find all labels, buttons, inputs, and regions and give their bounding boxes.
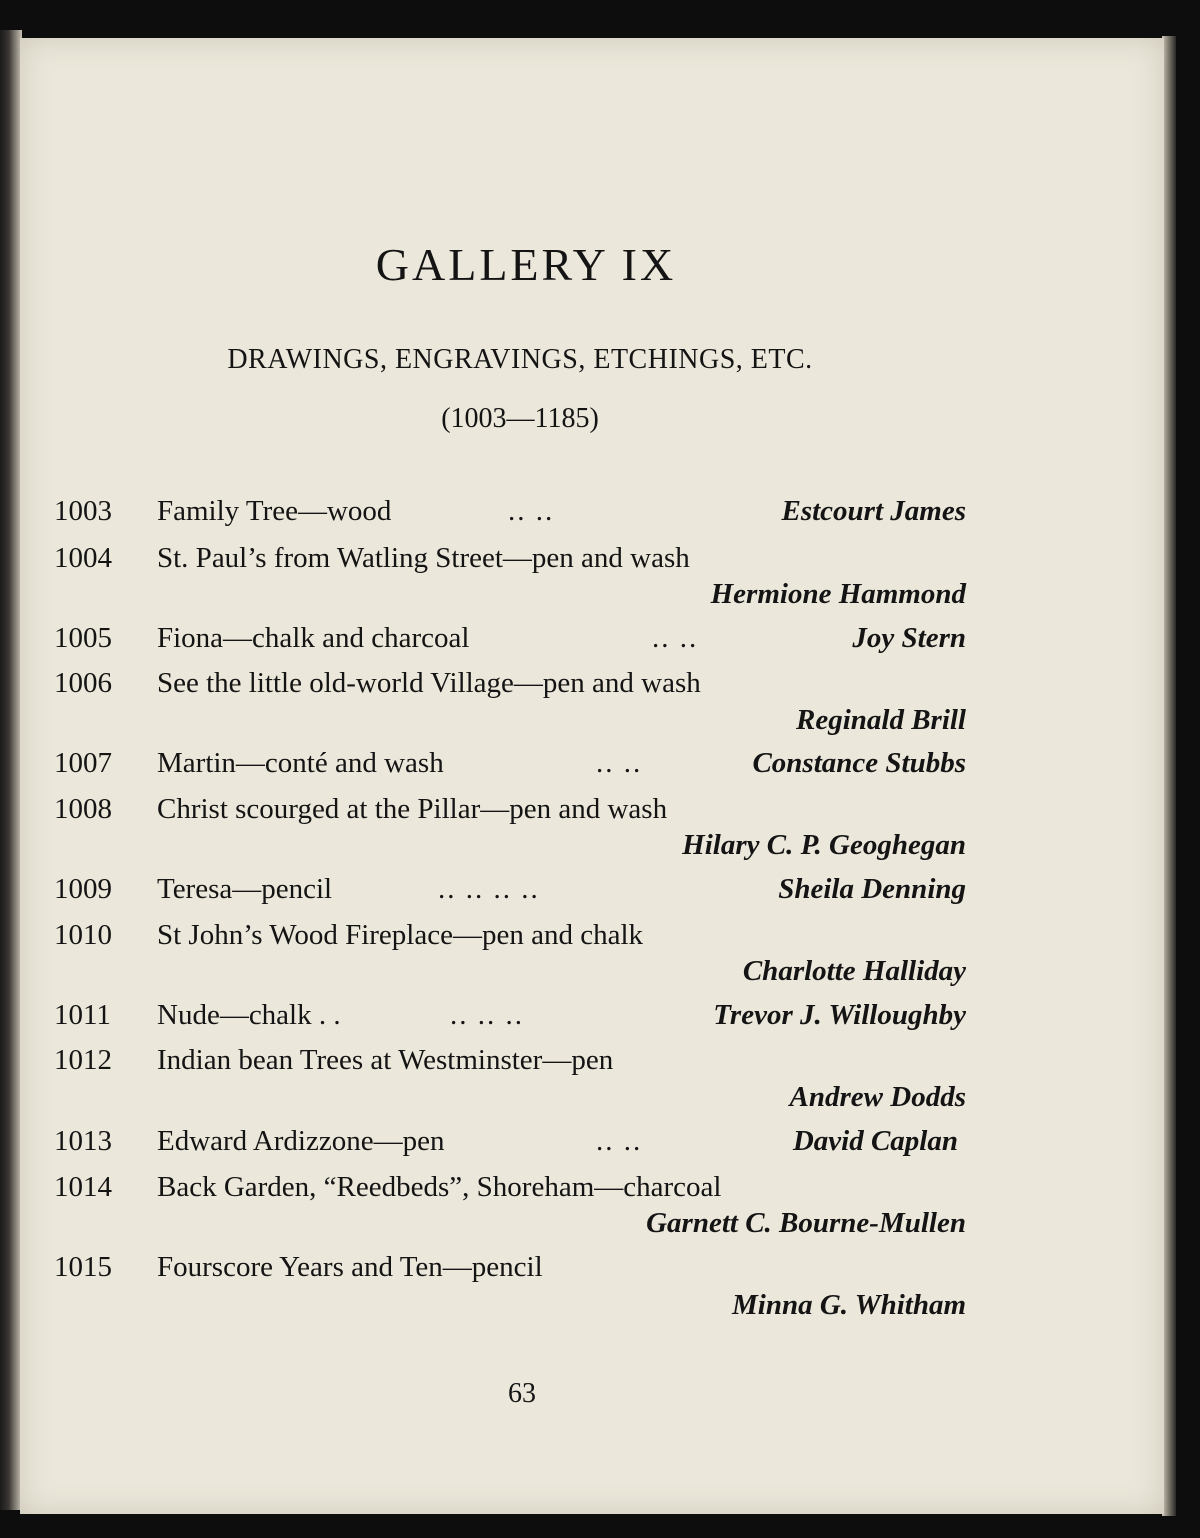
entry-number: 1003: [54, 495, 112, 527]
entry-number: 1013: [54, 1125, 112, 1157]
section-subtitle: DRAWINGS, ENGRAVINGS, ETCHINGS, ETC.: [227, 344, 813, 375]
entry-artist: Garnett C. Bourne-Mullen: [646, 1207, 966, 1239]
page-edge-shadow: [1162, 36, 1176, 1516]
catalogue-entries: [20, 38, 1164, 1514]
entry-title: Teresa—pencil: [157, 873, 333, 905]
entry-artist: Charlotte Halliday: [742, 955, 966, 987]
dot-leader: .. ..: [508, 495, 555, 527]
entry-number: 1012: [54, 1044, 112, 1076]
entry-number: 1005: [54, 622, 112, 654]
dot-leader: .. .. ..: [450, 999, 524, 1031]
entry-number: 1009: [54, 873, 112, 905]
catalogue-range: (1003—1185): [441, 403, 599, 434]
dot-leader: .. ..: [596, 1125, 643, 1157]
entry-artist: Estcourt James: [781, 495, 966, 527]
entry-artist: Constance Stubbs: [752, 747, 966, 779]
catalogue-page: [20, 38, 1164, 1514]
entry-title: See the little old-world Village—pen and wash: [157, 667, 701, 699]
entry-title: Martin—conté and wash: [157, 747, 444, 779]
entry-title: Back Garden, “Reedbeds”, Shoreham—charcoal: [157, 1171, 722, 1203]
page-number: 63: [508, 1378, 536, 1409]
entry-number: 1010: [54, 919, 112, 951]
entry-number: 1011: [54, 999, 111, 1031]
entry-artist: Andrew Dodds: [789, 1081, 966, 1113]
entry-number: 1015: [54, 1251, 112, 1283]
entry-artist: David Caplan: [792, 1125, 958, 1157]
gallery-title: GALLERY IX: [375, 239, 677, 290]
entry-title: Family Tree—wood: [157, 495, 392, 527]
entry-artist: Joy Stern: [852, 622, 966, 654]
dot-leader: .. ..: [652, 622, 699, 654]
entry-number: 1004: [54, 542, 112, 574]
entry-title: Fiona—chalk and charcoal: [157, 622, 470, 654]
dot-leader: .. .. .. ..: [438, 873, 540, 905]
entry-title: St. Paul’s from Watling Street—pen and wash: [157, 542, 690, 574]
entry-artist: Hermione Hammond: [710, 578, 966, 610]
dot-leader: .. ..: [596, 747, 643, 779]
entry-number: 1014: [54, 1171, 112, 1203]
entry-title: St John’s Wood Fireplace—pen and chalk: [157, 919, 644, 951]
entry-title: Indian bean Trees at Westminster—pen: [157, 1044, 614, 1076]
entry-artist: Reginald Brill: [795, 704, 966, 736]
entry-artist: Sheila Denning: [778, 873, 966, 905]
entry-artist: Minna G. Whitham: [732, 1289, 966, 1321]
entry-artist: Hilary C. P. Geoghegan: [682, 829, 966, 861]
entry-number: 1006: [54, 667, 112, 699]
entry-title: Fourscore Years and Ten—pencil: [157, 1251, 543, 1283]
entry-title: Edward Ardizzone—pen: [157, 1125, 445, 1157]
entry-artist: Trevor J. Willoughby: [713, 999, 966, 1031]
entry-title: Nude—chalk . .: [157, 999, 341, 1031]
entry-number: 1007: [54, 747, 112, 779]
entry-title: Christ scourged at the Pillar—pen and wash: [157, 793, 668, 825]
facing-page-edge: [0, 30, 22, 1510]
entry-number: 1008: [54, 793, 112, 825]
